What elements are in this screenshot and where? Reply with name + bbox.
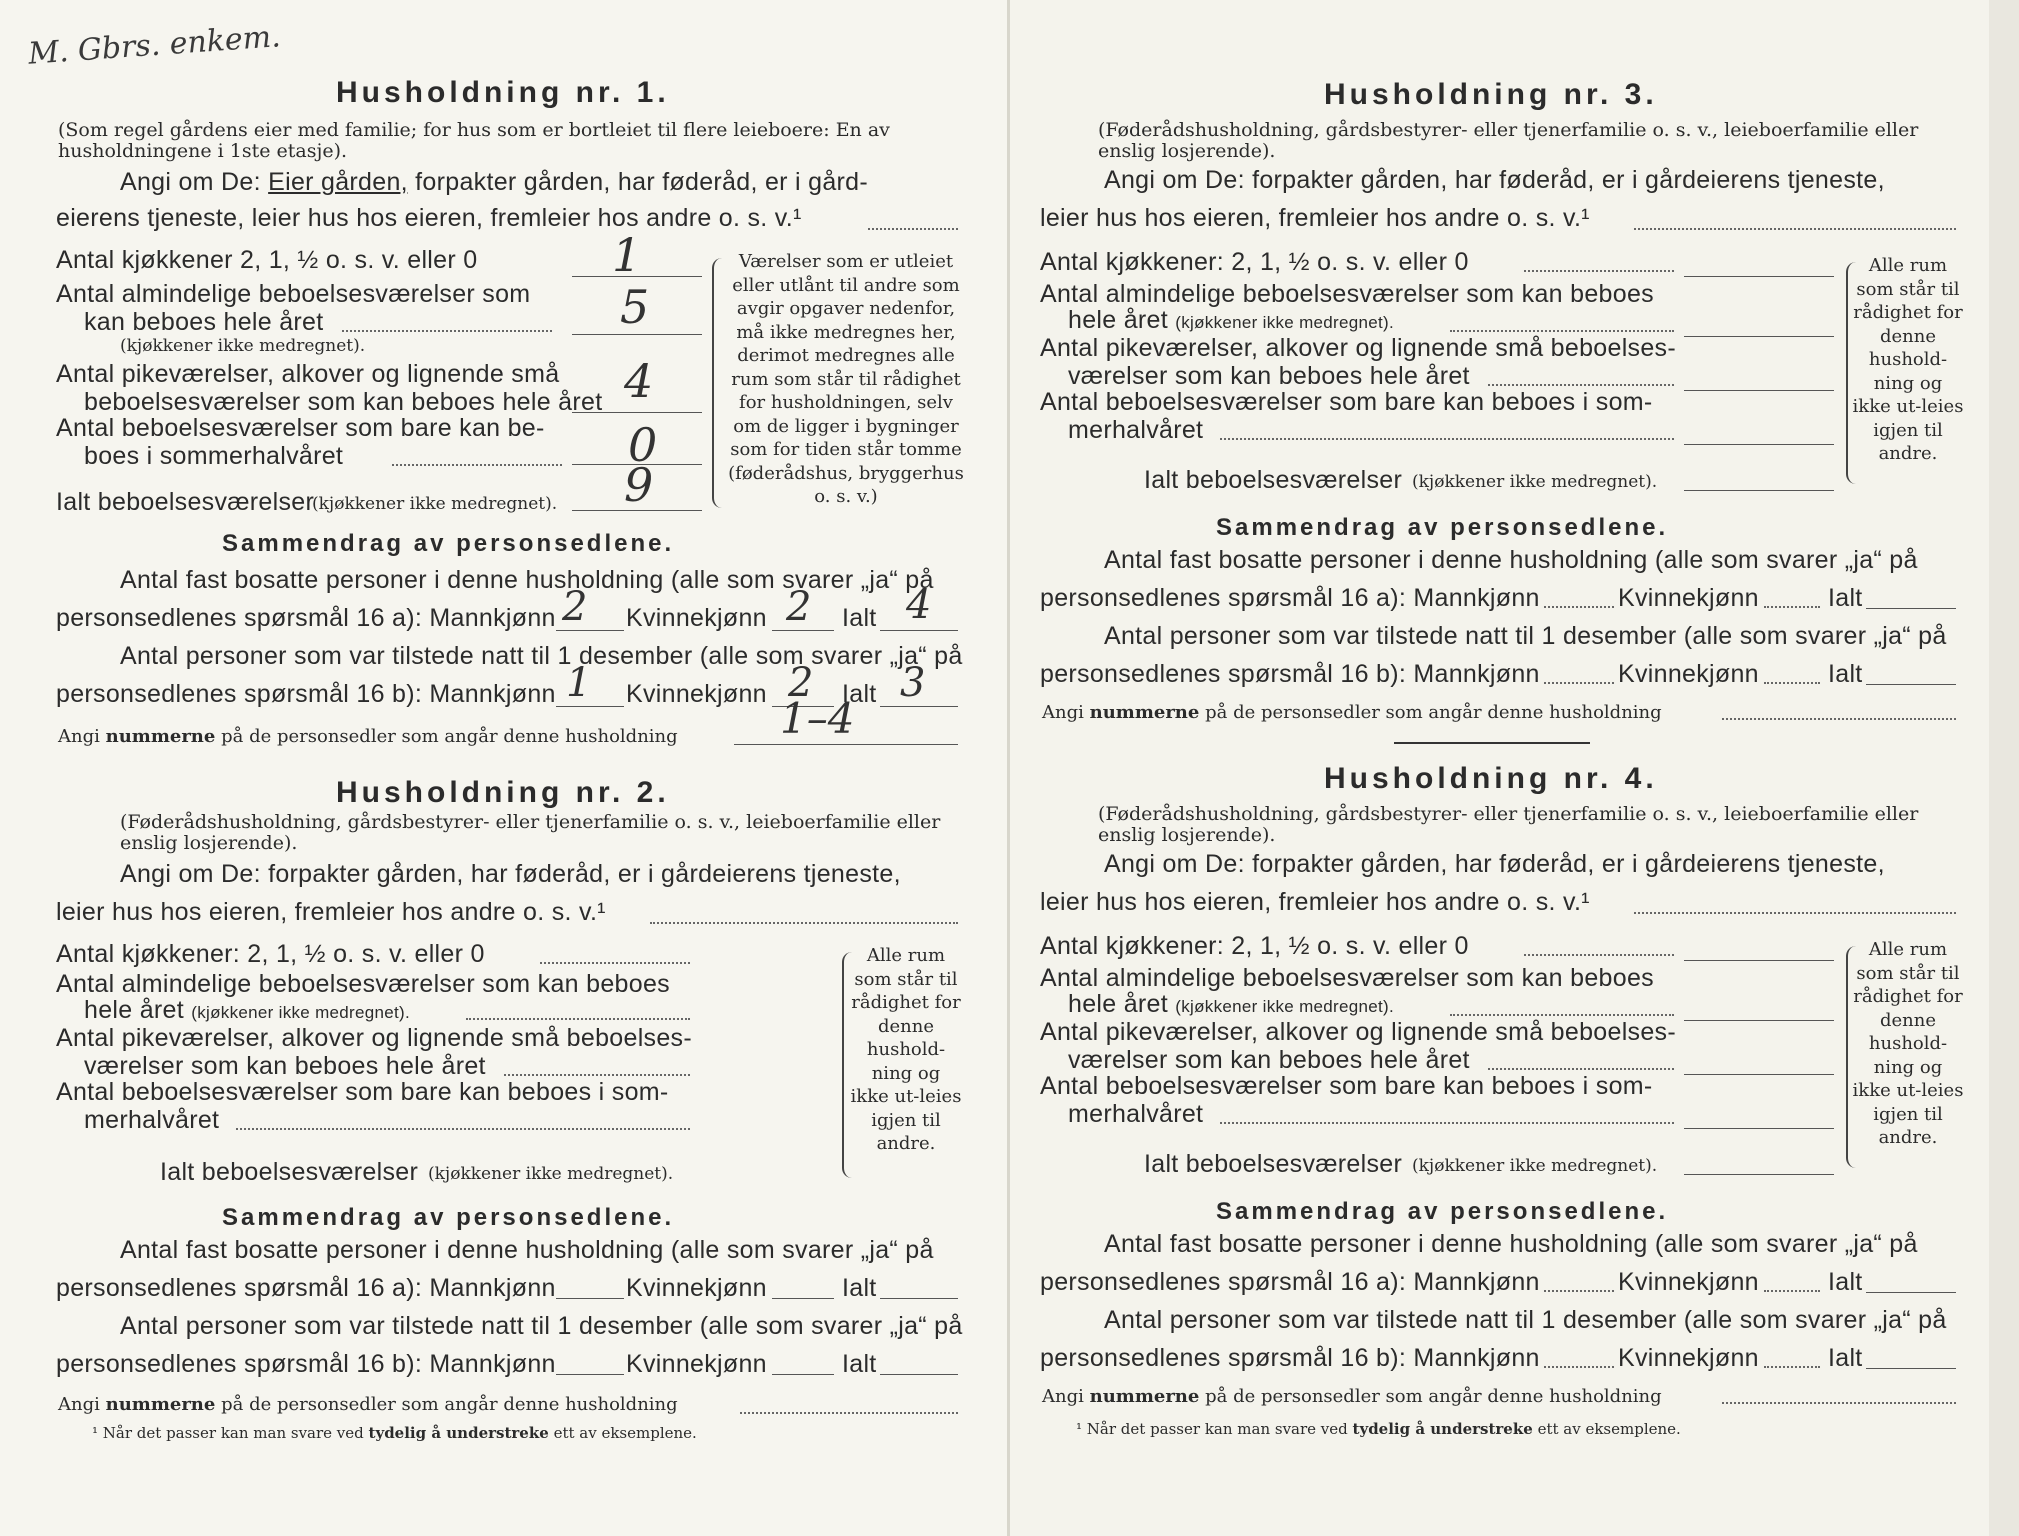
- left-footnote: [92, 1424, 697, 1442]
- h2-side-note: Alle rum som står til rådighet for denne hushold-ning og ikke ut-leies igjen til andre.: [850, 945, 962, 1154]
- h3-fast-ialt: Ialt: [1828, 584, 1863, 612]
- h2-tilst-1: Antal personer som var tilstede natt til 1 desember (alle som svarer „ja“ på: [120, 1312, 963, 1340]
- h2-angi-num-b: nummerne: [105, 1394, 216, 1415]
- h3-alm-1: Antal almindelige beboelsesværelser som kan beboes: [1040, 280, 1654, 308]
- h1-alm-label-2: kan beboes hele året: [84, 308, 324, 336]
- h1-tilst-mann-line: [556, 706, 624, 707]
- h1-tilst-ialt: 3: [900, 660, 926, 706]
- h3-tilst-ialt: Ialt: [1828, 660, 1863, 688]
- h4-line-4: [1684, 1128, 1834, 1129]
- h2-ialt-label: Ialt beboelsesværelser: [160, 1158, 419, 1186]
- h3-angi-num-a: Angi: [1042, 702, 1084, 723]
- right-footnote-c: ett av eksemplene.: [1537, 1420, 1681, 1438]
- h4-pike-dots: [1488, 1068, 1674, 1070]
- h3-ialt-note: (kjøkkener ikke medregnet).: [1412, 472, 1658, 492]
- h1-alm-note: (kjøkkener ikke medregnet).: [120, 336, 366, 356]
- right-footnote-a: ¹ Når det passer kan man svare ved: [1076, 1420, 1348, 1438]
- h4-line-5: [1684, 1174, 1834, 1175]
- h4-side-note: Alle rum som står til rådighet for denne hushold-ning og ikke ut-leies igjen til andre.: [1852, 939, 1964, 1148]
- h1-side-note: Værelser som er utleiet eller utlånt til andre som avgir opgaver nedenfor, må ikke medregnes her, derimot medregnes alle rum som står til rådighet for husholdningen, selv om de ligger i bygninger som for tiden står tomme (føderådshus, bryggerhus o. s. v.): [728, 251, 964, 507]
- h4-alm-dots: [1450, 1014, 1674, 1016]
- h4-fast-2: personsedlenes spørsmål 16 a): Mannkjønn: [1040, 1268, 1540, 1296]
- h3-line-5: [1684, 490, 1834, 491]
- h1-ialt-note: (kjøkkener ikke medregnet).: [312, 494, 558, 514]
- h2-alm-1: Antal almindelige beboelsesværelser som kan beboes: [56, 970, 670, 998]
- h3-ialt-label: Ialt beboelsesværelser: [1144, 466, 1403, 494]
- h4-fast-kvinne-dots: [1764, 1290, 1820, 1292]
- h4-fast-1: Antal fast bosatte personer i denne husholdning (alle som svarer „ja“ på: [1104, 1230, 1918, 1258]
- right-footnote: [1076, 1420, 1681, 1438]
- h2-kjokkener-label: Antal kjøkkener: 2, 1, ½ o. s. v. eller 0: [56, 940, 485, 968]
- h1-fast-ialt: 4: [906, 582, 932, 628]
- h4-subtitle: (Føderådshusholdning, gårdsbestyrer- eller tjenerfamilie o. s. v., leieboerfamilie eller enslig losjerende).: [1098, 803, 1919, 846]
- h2-angi-1: Angi om De: forpakter gården, har føderåd, er i gårdeierens tjeneste,: [120, 860, 901, 888]
- h2-tilst-kvinne: Kvinnekjønn: [626, 1350, 767, 1378]
- h1-title: Husholdning nr. 1.: [336, 76, 670, 109]
- h1-pike-label-1: Antal pikeværelser, alkover og lignende små: [56, 360, 560, 388]
- h2-fast-kvinne: Kvinnekjønn: [626, 1274, 767, 1302]
- h3-tilst-2: personsedlenes spørsmål 16 b): Mannkjønn: [1040, 660, 1540, 688]
- h3-line-3: [1684, 390, 1834, 391]
- h3-tilst-kvinne-dots: [1764, 682, 1820, 684]
- h1-kjokkener-line: [572, 276, 702, 277]
- h1-tilst-mann: 1: [566, 660, 592, 706]
- h2-tilst-2: personsedlenes spørsmål 16 b): Mannkjønn: [56, 1350, 556, 1378]
- h4-tilst-1: Antal personer som var tilstede natt til 1 desember (alle som svarer „ja“ på: [1104, 1306, 1947, 1334]
- h1-tilst-kvinne: 2: [788, 660, 814, 706]
- h1-brace: [712, 258, 728, 508]
- h2-fast-ialt: Ialt: [842, 1274, 877, 1302]
- left-page: [0, 0, 1009, 1536]
- h4-fast-kvinne: Kvinnekjønn: [1618, 1268, 1759, 1296]
- h3-fast-1: Antal fast bosatte personer i denne husholdning (alle som svarer „ja“ på: [1104, 546, 1918, 574]
- h1-sommer-label-1: Antal beboelsesværelser som bare kan be-: [56, 414, 545, 442]
- h1-fast-mann-line: [556, 630, 624, 631]
- h2-ialt-note: (kjøkkener ikke medregnet).: [428, 1164, 674, 1184]
- h3-angi-num-c: på de personsedler som angår denne husholdning: [1205, 702, 1662, 723]
- h2-alm-dots: [466, 1018, 690, 1020]
- h1-tilst-line-2: personsedlenes spørsmål 16 b): Mannkjønn: [56, 680, 556, 708]
- h4-tilst-kvinne: Kvinnekjønn: [1618, 1344, 1759, 1372]
- h1-angi-eier-underlined: Eier gården,: [268, 168, 408, 196]
- h1-alm-label-1: Antal almindelige beboelsesværelser som: [56, 280, 531, 308]
- h4-angi-1: Angi om De: forpakter gården, har føderåd, er i gårdeierens tjeneste,: [1104, 850, 1885, 878]
- h1-angi-options: forpakter gården, har føderåd, er i gård-: [415, 168, 868, 196]
- h1-nummer-value: 1–4: [780, 694, 855, 743]
- h1-fast-kvinne-line: [772, 630, 834, 631]
- h3-line-4: [1684, 444, 1834, 445]
- h2-tilst-mann-line: [556, 1374, 624, 1375]
- h1-tilst-ialt-label: Ialt: [842, 680, 877, 708]
- h1-fast-ialt-line: [880, 630, 958, 631]
- h4-tilst-ialt: Ialt: [1828, 1344, 1863, 1372]
- h2-fast-ialt-line: [880, 1298, 958, 1299]
- h4-kjokkener-dots: [1524, 954, 1674, 956]
- h3-subtitle: (Føderådshusholdning, gårdsbestyrer- eller tjenerfamilie o. s. v., leieboerfamilie eller enslig losjerende).: [1098, 119, 1919, 162]
- h4-pike-2: værelser som kan beboes hele året: [1068, 1046, 1470, 1074]
- h1-kjokkener-value: 1: [612, 228, 642, 282]
- h2-pike-2: værelser som kan beboes hele året: [84, 1052, 486, 1080]
- h2-tilst-ialt-line: [880, 1374, 958, 1375]
- h2-alm-2: hele året: [84, 996, 184, 1024]
- h3-line-1: [1684, 276, 1834, 277]
- h1-fast-kvinne: 2: [786, 584, 812, 630]
- h3-tilst-kvinne: Kvinnekjønn: [1618, 660, 1759, 688]
- h1-subtitle: (Som regel gårdens eier med familie; for hus som er bortleiet til flere leieboere: En av husholdningene i 1ste etasje).: [58, 119, 890, 162]
- h1-pike-line: [572, 412, 702, 413]
- h2-kjokkener-dots: [540, 962, 690, 964]
- h2-sommer-dots: [236, 1128, 690, 1130]
- h4-line-3: [1684, 1074, 1834, 1075]
- h4-alm-1: Antal almindelige beboelsesværelser som kan beboes: [1040, 964, 1654, 992]
- h1-tilst-line-1: Antal personer som var tilstede natt til 1 desember (alle som svarer „ja“ på: [120, 642, 963, 670]
- h4-alm-2: hele året: [1068, 990, 1168, 1018]
- h3-sommer-dots: [1220, 438, 1674, 440]
- h4-tilst-kvinne-dots: [1764, 1366, 1820, 1368]
- h2-subtitle: (Føderådshusholdning, gårdsbestyrer- eller tjenerfamilie o. s. v., leieboerfamilie eller enslig losjerende).: [120, 811, 941, 854]
- h4-summary-title: Sammendrag av personsedlene.: [1216, 1198, 1669, 1225]
- h2-nummer-dots: [740, 1412, 958, 1414]
- h4-line-1: [1684, 960, 1834, 961]
- h2-tilst-kvinne-line: [772, 1374, 834, 1375]
- h1-summary-title: Sammendrag av personsedlene.: [222, 530, 675, 557]
- h3-sommer-1: Antal beboelsesværelser som bare kan beboes i som-: [1040, 388, 1653, 416]
- h2-sommer-1: Antal beboelsesværelser som bare kan beboes i som-: [56, 1078, 669, 1106]
- h4-fast-mann-dots: [1544, 1290, 1614, 1292]
- h3-angi-dotline: [1634, 228, 1956, 230]
- h1-angi-num-b: nummerne: [105, 726, 216, 747]
- h3-fast-2: personsedlenes spørsmål 16 a): Mannkjønn: [1040, 584, 1540, 612]
- h2-tilst-ialt: Ialt: [842, 1350, 877, 1378]
- h1-fast-line-1: Antal fast bosatte personer i denne husholdning (alle som svarer „ja“ på: [120, 566, 934, 594]
- h1-fast-mann: 2: [562, 584, 588, 630]
- h4-sommer-2: merhalvåret: [1068, 1100, 1204, 1128]
- h4-fast-ialt: Ialt: [1828, 1268, 1863, 1296]
- h2-summary-title: Sammendrag av personsedlene.: [222, 1204, 675, 1231]
- h1-sommer-dots: [392, 464, 562, 466]
- h4-tilst-2: personsedlenes spørsmål 16 b): Mannkjønn: [1040, 1344, 1540, 1372]
- h1-ialt-value: 9: [624, 458, 654, 512]
- h1-ialt-line: [572, 510, 702, 511]
- h4-angi-num-a: Angi: [1042, 1386, 1084, 1407]
- h4-tilst-mann-dots: [1544, 1366, 1614, 1368]
- h3-tilst-ialt-line: [1866, 684, 1956, 685]
- h4-angi-dotline: [1634, 912, 1956, 914]
- h4-angi-2: leier hus hos eieren, fremleier hos andre o. s. v.¹: [1040, 888, 1590, 916]
- h1-tilst-ialt-line: [880, 706, 958, 707]
- h3-line-2: [1684, 336, 1834, 337]
- h1-tilst-kvinne-label: Kvinnekjønn: [626, 680, 767, 708]
- h4-ialt-note: (kjøkkener ikke medregnet).: [1412, 1156, 1658, 1176]
- h1-kjokkener-label: Antal kjøkkener 2, 1, ½ o. s. v. eller 0: [56, 246, 478, 274]
- h3-tilst-mann-dots: [1544, 682, 1614, 684]
- h3-angi-num-b: nummerne: [1089, 702, 1200, 723]
- h1-sommer-value: 0: [628, 418, 658, 472]
- h3-angi-1: Angi om De: forpakter gården, har føderåd, er i gårdeierens tjeneste,: [1104, 166, 1885, 194]
- h2-angi-2: leier hus hos eieren, fremleier hos andre o. s. v.¹: [56, 898, 606, 926]
- left-footnote-b: tydelig å understreke: [368, 1424, 549, 1442]
- h3-pike-dots: [1488, 384, 1674, 386]
- h3-fast-kvinne-dots: [1764, 606, 1820, 608]
- h3-fast-kvinne: Kvinnekjønn: [1618, 584, 1759, 612]
- h1-angi-label: Angi om De:: [120, 168, 261, 196]
- h4-nummer-dots: [1722, 1402, 1956, 1404]
- h3-tilst-1: Antal personer som var tilstede natt til 1 desember (alle som svarer „ja“ på: [1104, 622, 1947, 650]
- h2-fast-mann-line: [556, 1298, 624, 1299]
- h1-fast-ialt-label: Ialt: [842, 604, 877, 632]
- h4-tilst-ialt-line: [1866, 1368, 1956, 1369]
- h1-angi-continued: eierens tjeneste, leier hus hos eieren, fremleier hos andre o. s. v.¹: [56, 204, 802, 232]
- h4-angi-num-c: på de personsedler som angår denne husholdning: [1205, 1386, 1662, 1407]
- h2-angi-num-c: på de personsedler som angår denne husholdning: [221, 1394, 678, 1415]
- h2-pike-1: Antal pikeværelser, alkover og lignende små beboelses-: [56, 1024, 692, 1052]
- h3-angi-2: leier hus hos eieren, fremleier hos andre o. s. v.¹: [1040, 204, 1590, 232]
- h3-sommer-2: merhalvåret: [1068, 416, 1204, 444]
- h3-alm-dots: [1450, 330, 1674, 332]
- h2-title: Husholdning nr. 2.: [336, 776, 670, 809]
- handwritten-annotation: M. Gbrs. enkem.: [27, 19, 282, 72]
- h1-nummer-line: [734, 744, 958, 745]
- h1-pike-label-2: beboelsesværelser som kan beboes hele året: [84, 388, 603, 416]
- h3-kjokkener-dots: [1524, 270, 1674, 272]
- h2-angi-dotline: [650, 922, 958, 924]
- h2-sommer-2: merhalvåret: [84, 1106, 220, 1134]
- left-footnote-c: ett av eksemplene.: [553, 1424, 697, 1442]
- h4-alm-note: (kjøkkener ikke medregnet).: [1175, 997, 1395, 1016]
- h4-kjokkener-label: Antal kjøkkener: 2, 1, ½ o. s. v. eller 0: [1040, 932, 1469, 960]
- h2-pike-dots: [504, 1074, 690, 1076]
- h3-nummer-dots: [1722, 718, 1956, 720]
- h1-alm-value: 5: [620, 280, 650, 334]
- page-edge: [1989, 0, 2019, 1536]
- h3-kjokkener-label: Antal kjøkkener: 2, 1, ½ o. s. v. eller 0: [1040, 248, 1469, 276]
- h4-line-2: [1684, 1020, 1834, 1021]
- h1-alm-line: [572, 334, 702, 335]
- h4-fast-ialt-line: [1866, 1292, 1956, 1293]
- h4-sommer-dots: [1220, 1122, 1674, 1124]
- h3-pike-2: værelser som kan beboes hele året: [1068, 362, 1470, 390]
- h3-fast-ialt-line: [1866, 608, 1956, 609]
- h3-alm-2: hele året: [1068, 306, 1168, 334]
- h4-title: Husholdning nr. 4.: [1324, 762, 1658, 795]
- right-footnote-b: tydelig å understreke: [1352, 1420, 1533, 1438]
- h2-fast-1: Antal fast bosatte personer i denne husholdning (alle som svarer „ja“ på: [120, 1236, 934, 1264]
- h2-angi-num-a: Angi: [58, 1394, 100, 1415]
- h1-ialt-label: Ialt beboelsesværelser: [56, 488, 315, 516]
- h1-alm-dots: [342, 330, 552, 332]
- h1-angi-dotline: [868, 228, 958, 230]
- h1-angi-num-a: Angi: [58, 726, 100, 747]
- right-page: [1010, 0, 2019, 1536]
- left-footnote-a: ¹ Når det passer kan man svare ved: [92, 1424, 364, 1442]
- h3-pike-1: Antal pikeværelser, alkover og lignende små beboelses-: [1040, 334, 1676, 362]
- h2-alm-note: (kjøkkener ikke medregnet).: [191, 1003, 411, 1022]
- h3-side-note: Alle rum som står til rådighet for denne hushold-ning og ikke ut-leies igjen til andre.: [1852, 255, 1964, 464]
- h3-alm-note: (kjøkkener ikke medregnet).: [1175, 313, 1395, 332]
- h3-fast-mann-dots: [1544, 606, 1614, 608]
- h3-summary-title: Sammendrag av personsedlene.: [1216, 514, 1669, 541]
- h4-ialt-label: Ialt beboelsesværelser: [1144, 1150, 1403, 1178]
- h2-fast-kvinne-line: [772, 1298, 834, 1299]
- h1-pike-value: 4: [624, 354, 654, 408]
- h4-pike-1: Antal pikeværelser, alkover og lignende små beboelses-: [1040, 1018, 1676, 1046]
- section-separator: [1394, 742, 1590, 744]
- h2-fast-2: personsedlenes spørsmål 16 a): Mannkjønn: [56, 1274, 556, 1302]
- h4-angi-num-b: nummerne: [1089, 1386, 1200, 1407]
- h1-sommer-label-2: boes i sommerhalvåret: [84, 442, 344, 470]
- h3-title: Husholdning nr. 3.: [1324, 78, 1658, 111]
- h4-sommer-1: Antal beboelsesværelser som bare kan beboes i som-: [1040, 1072, 1653, 1100]
- h1-fast-kvinne-label: Kvinnekjønn: [626, 604, 767, 632]
- h1-angi-num-c: på de personsedler som angår denne husholdning: [221, 726, 678, 747]
- h1-fast-line-2: personsedlenes spørsmål 16 a): Mannkjønn: [56, 604, 556, 632]
